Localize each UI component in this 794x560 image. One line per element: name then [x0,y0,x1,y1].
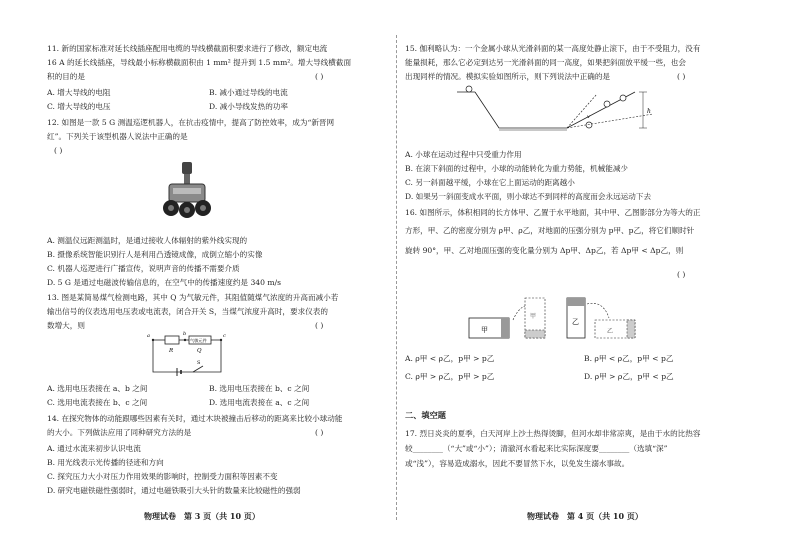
gas-detector-circuit [147,332,227,378]
q11-option-b: B. 减小通过导线的电流 [209,88,288,97]
right-page [397,0,794,560]
section-title-fill-blank: 二、填空题 [405,410,446,420]
q12-answer-paren: ( ) [54,146,63,155]
q15-line-2: 能量损耗，那么它必定到达另一光滑斜面的同一高度，如果把斜面放平缓一些，也会 [405,58,686,67]
q11-option-d: D. 减小导线发热的功率 [209,102,288,111]
q13-option-d: D. 选用电流表接在 a、c 之间 [209,398,310,407]
q13-answer-paren: ( ) [315,321,324,330]
q11-line-2: 16 A 的延长线插座，导线最小标称横截面积由 1 mm² 提升到 1.5 mm²。增大导线横截面 [47,58,352,67]
q11-option-c: C. 增大导线的电压 [47,102,111,111]
q17-line-3: 或“浅”），容易造成溺水，因此不要冒然下水，以免发生溺水事故。 [405,459,630,468]
q11-answer-paren: ( ) [315,72,324,81]
circuit-label-r: R [169,348,174,354]
q13-option-c: C. 选用电流表接在 b、c 之间 [47,398,148,407]
q15-line-1: 15. 伽利略认为：一个金属小球从光滑斜面的某一高度处静止滚下，由于不受阻力，没有 [405,44,701,53]
q14-option-b: B. 用光线表示光传播的径迹和方向 [47,458,164,467]
q14-option-c: C. 探究压力大小对压力作用效果的影响时，控制受力面积等因素不变 [47,472,278,481]
circuit-label-gas-sensor: 气敏元件 [190,338,207,343]
q16-option-b: B. ρ甲 < ρ乙，p甲 < p乙 [584,354,674,363]
q17-line-2: 较________（“大”或“小”）；清澈河水看起来比实际深度要________（选填“深” [405,444,668,453]
q13-option-a: A. 选用电压表接在 a、b 之间 [47,384,148,393]
circuit-label-q: Q [197,348,202,354]
q16-line-3: 旋转 90°，甲、乙对地面压强的变化量分别为 Δp甲、Δp乙，若 Δp甲 < Δp乙，则 [405,246,684,255]
circuit-label-s: S [197,360,201,366]
q13-option-b: B. 选用电压表接在 b、c 之间 [209,384,310,393]
q15-option-a: A. 小球在运动过程中只受重力作用 [405,150,522,159]
q16-line-2: 方形，甲、乙的密度分别为 ρ甲、ρ乙，对地面的压强分别为 p甲、p乙，将它们顺时针 [405,226,695,235]
left-page-footer: 物理试卷 第 3 页（共 10 页） [144,511,260,521]
circuit-label-c: c [223,333,226,339]
circuit-label-b: b [183,331,187,337]
q15-option-b: B. 在滚下斜面的过程中，小球的动能转化为重力势能，机械能减少 [405,164,629,173]
inclined-plane-figure [457,86,657,138]
q13-line-1: 13. 图是某简易煤气检测电路，其中 Q 为气敏元件，其阻值随煤气浓度的升高而减小若 [47,293,339,302]
q15-option-d: D. 如果另一斜面变成水平面，则小球达不到同样的高度而会永远运动下去 [405,192,652,201]
q11-option-a: A. 增大导线的电阻 [47,88,111,97]
q16-option-a: A. ρ甲 < ρ乙，p甲 > p乙 [405,354,495,363]
q12-option-a: A. 测温仪远距测温时，是通过接收人体辐射的紫外线实现的 [47,236,248,245]
figure-label-jia: 甲 [481,326,488,334]
robot-figure [155,160,219,222]
q14-option-a: A. 通过水流来初步认识电流 [47,444,141,453]
q16-answer-paren: ( ) [677,270,686,279]
q11-line-3: 积的目的是 [47,72,85,81]
q12-option-c: C. 机器人巡逻进行广播宣传，说明声音的传播不需要介质 [47,264,240,273]
q11-line-1: 11. 新的国家标准对延长线插座配用电缆的导线横截面积要求进行了修改，额定电流 [47,44,328,53]
circuit-label-a: a [147,333,150,339]
figure-label-h: h [647,108,651,115]
figure-label-yi: 乙 [572,318,579,326]
q16-option-d: D. ρ甲 > ρ乙，p甲 < p乙 [584,372,674,381]
q14-option-d: D. 研究电磁铁磁性强弱时，通过电磁铁吸引大头针的数量来比较磁性的强弱 [47,486,301,495]
q12-option-d: D. 5 G 是通过电磁波传输信息的，在空气中的传播速度约是 340 m/s [47,278,282,287]
q14-line-1: 14. 在探究物体的动能跟哪些因素有关时，通过木块被撞击后移动的距离来比较小球动能 [47,414,343,423]
q12-line-2: 红”。下列关于该型机器人说法中正确的是 [47,132,188,141]
figure-label-v: v [587,114,590,120]
q15-option-c: C. 另一斜面越平缓，小球在它上面运动的距离越小 [405,178,575,187]
q16-line-1: 16. 如图所示，体积相同的长方体甲、乙置于水平地面，其中甲、乙图影部分为等大的正 [405,208,701,217]
q13-line-3: 数增大，则 [47,321,85,330]
q13-line-2: 输出信号的仪表选用电压表或电流表，闭合开关 S，当煤气浓度升高时，要求仪表的 [47,307,328,316]
q12-line-1: 12. 如图是一款 5 G 测温巡逻机器人，在抗击疫情中，提高了防控效率，成为“新晋网 [47,118,335,127]
figure-label-jia-rotated: 甲 [530,313,537,320]
right-page-footer: 物理试卷 第 4 页（共 10 页） [527,511,643,521]
figure-label-yi-rotated: 乙 [607,328,614,335]
blocks-figure [467,292,667,344]
q17-line-1: 17. 烈日炎炎的夏季，白天河岸上沙土热得烫脚，但河水却非常凉爽，是由于水的比热容 [405,429,701,438]
q15-line-3: 出现同样的情况。模拟实验如图所示，则下列说法中正确的是 [405,72,611,81]
q14-line-2: 的大小。下列做法应用了同种研究方法的是 [47,428,192,437]
q14-answer-paren: ( ) [315,428,324,437]
q12-option-b: B. 摄像系统智能识别行人是利用凸透镜成像，成倒立缩小的实像 [47,250,263,259]
q16-option-c: C. ρ甲 > ρ乙，p甲 > p乙 [405,372,495,381]
q15-answer-paren: ( ) [677,72,686,81]
